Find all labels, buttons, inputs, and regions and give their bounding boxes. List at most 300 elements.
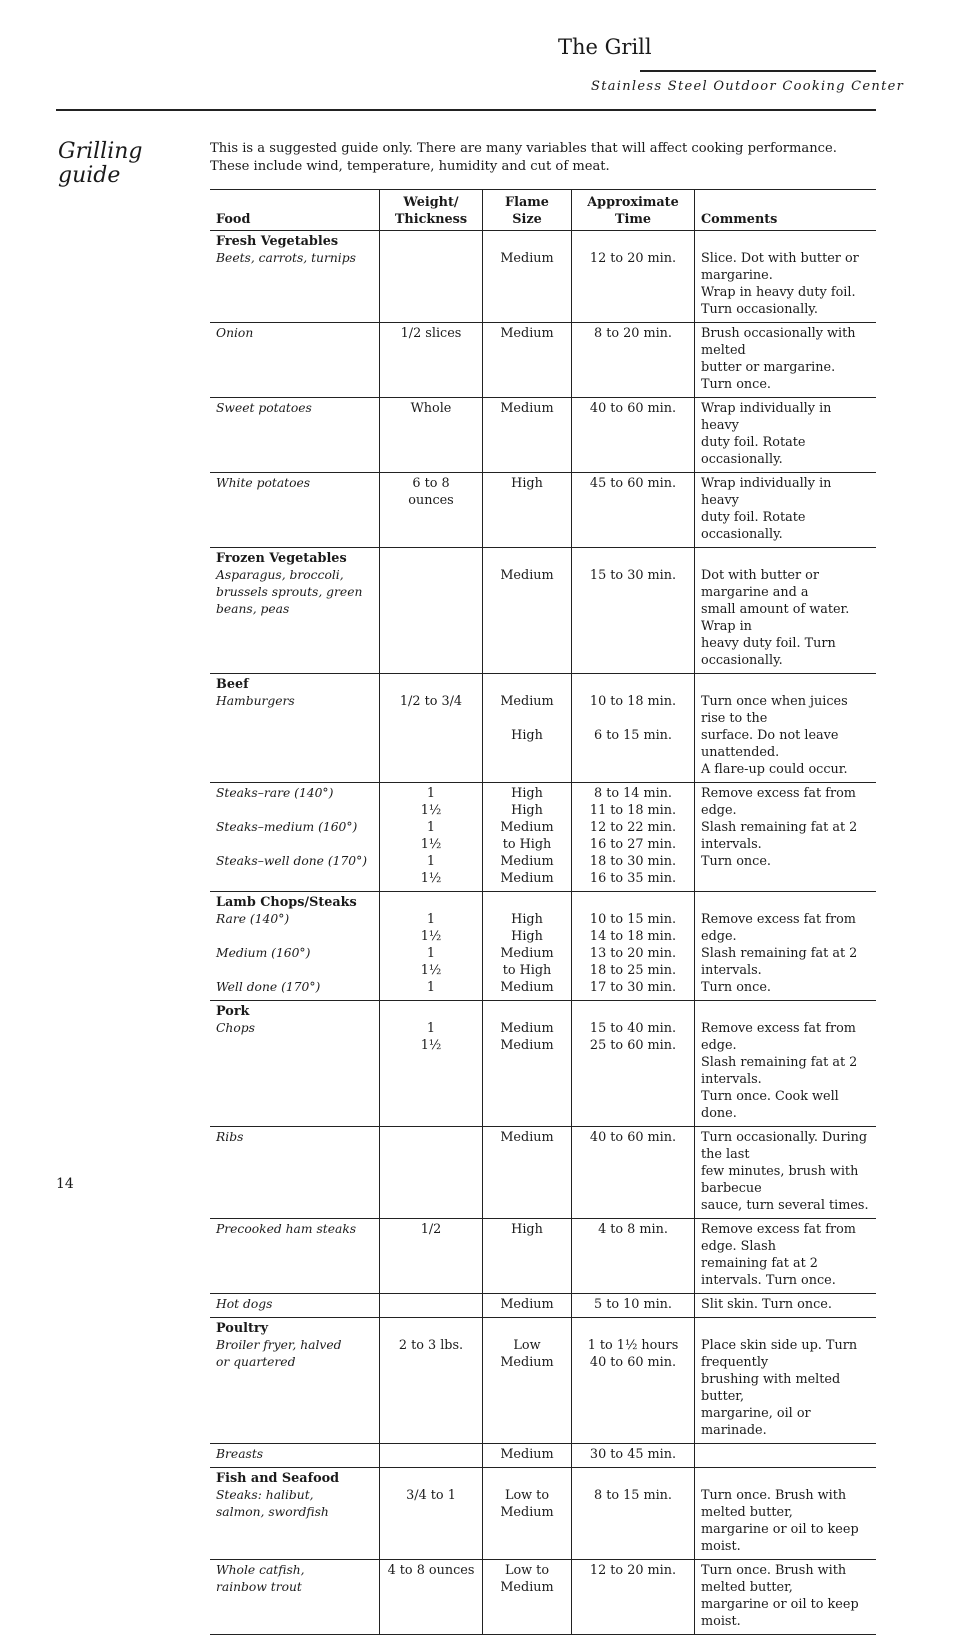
header-weight: Weight/ Thickness	[380, 190, 483, 231]
comments-line: margarine or oil to keep moist.	[701, 1597, 859, 1629]
header-comments: Comments	[695, 190, 877, 231]
time-line: 16 to 27 min.	[589, 837, 677, 852]
time-line: 8 to 15 min.	[593, 1488, 672, 1503]
flame-line: Medium	[500, 980, 554, 995]
food-item: Asparagus, broccoli, brussels sprouts, green beans, peas	[216, 568, 363, 616]
cell-time	[572, 231, 695, 323]
spacer	[386, 550, 476, 567]
cell-comments	[695, 783, 877, 892]
cell-weight	[380, 783, 483, 892]
food-category: Fresh Vegetables	[216, 234, 339, 249]
spacer	[701, 1470, 870, 1487]
cell-food	[210, 398, 380, 473]
cell-flame	[483, 1468, 572, 1560]
cell-time	[572, 1444, 695, 1468]
cell-weight	[380, 674, 483, 783]
cell-time	[572, 892, 695, 1001]
cell-flame	[483, 398, 572, 473]
time-line: 15 to 30 min.	[589, 568, 677, 583]
cell-weight	[380, 1127, 483, 1219]
spacer	[701, 676, 870, 693]
flame-line: High	[511, 728, 543, 743]
spacer	[578, 233, 688, 250]
cell-weight	[380, 323, 483, 398]
time-line: 18 to 30 min.	[589, 854, 677, 869]
flame-line: Medium	[500, 326, 554, 341]
comments-line: surface. Do not leave unattended.	[701, 728, 839, 760]
food-item	[216, 962, 373, 979]
cell-comments	[695, 892, 877, 1001]
intro-paragraph: This is a suggested guide only. There are many variables that will affect cooking performance. These include wind, temperature, humidity and cut of meat.	[210, 141, 837, 174]
cell-weight	[380, 548, 483, 674]
food-item: Precooked ham steaks	[216, 1222, 357, 1236]
cell-food	[210, 674, 380, 783]
cell-flame	[483, 1001, 572, 1127]
flame-line: Low to	[504, 1563, 550, 1578]
cell-flame	[483, 1219, 572, 1294]
comments-line: sauce, turn several times.	[701, 1198, 869, 1213]
flame-line	[489, 710, 565, 727]
comments-line: Wrap in heavy duty foil.	[701, 285, 856, 300]
comments-line: few minutes, brush with barbecue	[701, 1164, 859, 1196]
table-row	[210, 323, 876, 398]
cell-flame	[483, 1444, 572, 1468]
food-item: White potatoes	[216, 476, 311, 490]
cell-comments	[695, 473, 877, 548]
food-item: Broiler fryer, halved	[216, 1338, 342, 1352]
food-item: Whole catfish,	[216, 1563, 305, 1577]
weight-line: Whole	[410, 401, 452, 416]
spacer	[701, 550, 870, 567]
flame-line: Medium	[500, 401, 554, 416]
flame-line: to High	[502, 837, 552, 852]
cell-weight	[380, 398, 483, 473]
time-line: 4 to 8 min.	[598, 1222, 668, 1237]
comments-line: Slash remaining fat at 2 intervals.	[701, 946, 858, 978]
comments-line: Slit skin. Turn once.	[701, 1297, 832, 1312]
cell-time	[572, 1001, 695, 1127]
weight-line: 1/2 slices	[400, 326, 462, 341]
table-row	[210, 1318, 876, 1444]
spacer	[701, 1320, 870, 1337]
weight-line: 1½	[420, 837, 442, 852]
food-category: Beef	[216, 677, 249, 692]
cell-flame	[483, 231, 572, 323]
comments-line: butter or margarine. Turn once.	[701, 360, 836, 392]
flame-line: Medium	[500, 1447, 554, 1462]
cell-time	[572, 323, 695, 398]
time-line: 25 to 60 min.	[589, 1038, 677, 1053]
table-row	[210, 674, 876, 783]
header-time: Approximate Time	[572, 190, 695, 231]
weight-line: 1	[426, 980, 436, 995]
spacer	[386, 233, 476, 250]
header-rule	[56, 109, 876, 111]
food-item: Medium (160°)	[216, 946, 311, 960]
comments-line: Turn once. Brush with melted butter,	[701, 1488, 847, 1520]
food-item: Steaks–well done (170°)	[216, 854, 368, 868]
cell-comments	[695, 323, 877, 398]
table-row	[210, 1444, 876, 1468]
flame-line: High	[511, 786, 543, 801]
cell-food	[210, 1560, 380, 1635]
food-item: Well done (170°)	[216, 980, 321, 994]
page-header-subtitle: Stainless Steel Outdoor Cooking Center	[591, 79, 905, 94]
comments-line: small amount of water. Wrap in	[701, 602, 850, 634]
comments-line: Place skin side up. Turn frequently	[701, 1338, 858, 1370]
cell-time	[572, 398, 695, 473]
spacer	[489, 894, 565, 911]
cell-time	[572, 1318, 695, 1444]
spacer	[386, 1320, 476, 1337]
food-category: Lamb Chops/Steaks	[216, 895, 357, 910]
cell-food	[210, 1468, 380, 1560]
time-line	[578, 710, 688, 727]
flame-line: High	[511, 929, 543, 944]
time-line: 12 to 22 min.	[589, 820, 677, 835]
cell-weight	[380, 1219, 483, 1294]
comments-line: Turn occasionally.	[701, 302, 818, 317]
weight-line: ounces	[408, 493, 454, 508]
table-row	[210, 548, 876, 674]
cell-comments	[695, 548, 877, 674]
cell-food	[210, 1318, 380, 1444]
comments-line: margarine or oil to keep moist.	[701, 1522, 859, 1554]
spacer	[578, 1003, 688, 1020]
cell-weight	[380, 1444, 483, 1468]
time-line: 10 to 18 min.	[589, 694, 677, 709]
flame-line: Medium	[500, 1505, 554, 1520]
table-row	[210, 1219, 876, 1294]
food-item: Breasts	[216, 1447, 264, 1461]
header-rule-short	[640, 70, 876, 72]
cell-weight	[380, 1001, 483, 1127]
table-header-row	[210, 190, 876, 231]
spacer	[578, 550, 688, 567]
weight-line: 1/2	[420, 1222, 442, 1237]
food-item	[216, 836, 373, 853]
weight-line: 1	[426, 1021, 436, 1036]
food-item: Chops	[216, 1021, 255, 1035]
comments-line: Slash remaining fat at 2 intervals.	[701, 1055, 858, 1087]
flame-line: Low	[513, 1338, 541, 1353]
food-item: Ribs	[216, 1130, 244, 1144]
cell-comments	[695, 1294, 877, 1318]
flame-line: High	[511, 476, 543, 491]
table-row	[210, 783, 876, 892]
spacer	[701, 1003, 870, 1020]
cell-food	[210, 231, 380, 323]
cell-comments	[695, 1001, 877, 1127]
cell-flame	[483, 323, 572, 398]
grilling-guide-table	[210, 189, 876, 1635]
comments-line: Slice. Dot with butter or margarine.	[701, 251, 859, 283]
cell-food	[210, 473, 380, 548]
time-line: 8 to 14 min.	[593, 786, 672, 801]
comments-line: remaining fat at 2 intervals. Turn once.	[701, 1256, 836, 1288]
flame-line: Medium	[500, 1021, 554, 1036]
food-item: Steaks: halibut,	[216, 1488, 314, 1502]
weight-line: 1	[426, 786, 436, 801]
spacer	[386, 1003, 476, 1020]
header-flame: Flame Size	[483, 190, 572, 231]
food-item: salmon, swordfish	[216, 1505, 329, 1519]
food-item	[216, 928, 373, 945]
food-item: Onion	[216, 326, 254, 340]
food-item: Rare (140°)	[216, 912, 290, 926]
spacer	[701, 233, 870, 250]
comments-line: Brush occasionally with melted	[701, 326, 856, 358]
comments-line: brushing with melted butter,	[701, 1372, 841, 1404]
cell-flame	[483, 1127, 572, 1219]
comments-line: Turn occasionally. During the last	[701, 1130, 868, 1162]
cell-food	[210, 323, 380, 398]
food-item: or quartered	[216, 1355, 296, 1369]
section-title-line2: guide	[58, 163, 121, 188]
time-line: 13 to 20 min.	[589, 946, 677, 961]
spacer	[489, 233, 565, 250]
table-row	[210, 473, 876, 548]
comments-line: Turn once. Brush with melted butter,	[701, 1563, 847, 1595]
spacer	[489, 1003, 565, 1020]
cell-time	[572, 783, 695, 892]
spacer	[578, 1320, 688, 1337]
cell-comments	[695, 1560, 877, 1635]
time-line: 30 to 45 min.	[589, 1447, 677, 1462]
time-line: 15 to 40 min.	[589, 1021, 677, 1036]
table-row	[210, 1001, 876, 1127]
cell-flame	[483, 473, 572, 548]
cell-weight	[380, 1318, 483, 1444]
flame-line: Medium	[500, 568, 554, 583]
table-row	[210, 1560, 876, 1635]
cell-weight	[380, 1294, 483, 1318]
cell-flame	[483, 1318, 572, 1444]
flame-line: Medium	[500, 820, 554, 835]
comments-line: Turn once. Cook well done.	[701, 1089, 839, 1121]
cell-weight	[380, 1560, 483, 1635]
comments-line: Remove excess fat from edge.	[701, 912, 856, 944]
food-category: Poultry	[216, 1321, 269, 1336]
comments-line: Turn once.	[701, 854, 771, 869]
spacer	[578, 676, 688, 693]
table-row	[210, 1468, 876, 1560]
time-line: 14 to 18 min.	[589, 929, 677, 944]
comments-line: Remove excess fat from edge.	[701, 1021, 856, 1053]
cell-time	[572, 1468, 695, 1560]
flame-line: Medium	[500, 1038, 554, 1053]
time-line: 1 to 1½ hours	[587, 1338, 679, 1353]
time-line: 6 to 15 min.	[593, 728, 672, 743]
spacer	[489, 550, 565, 567]
cell-comments	[695, 1219, 877, 1294]
time-line: 5 to 10 min.	[593, 1297, 672, 1312]
spacer	[578, 1470, 688, 1487]
flame-line: Medium	[500, 251, 554, 266]
food-item: Sweet potatoes	[216, 401, 312, 415]
header-food: Food	[216, 212, 251, 227]
spacer	[386, 1470, 476, 1487]
cell-food	[210, 1444, 380, 1468]
food-item: Hot dogs	[216, 1297, 273, 1311]
cell-food	[210, 892, 380, 1001]
weight-line	[386, 1296, 476, 1313]
flame-line: High	[511, 1222, 543, 1237]
cell-food	[210, 1127, 380, 1219]
weight-line	[386, 1446, 476, 1463]
spacer	[386, 676, 476, 693]
spacer	[701, 894, 870, 911]
cell-flame	[483, 783, 572, 892]
flame-line: Medium	[500, 1297, 554, 1312]
comments-line: A flare-up could occur.	[701, 762, 848, 777]
cell-time	[572, 674, 695, 783]
food-item	[216, 802, 373, 819]
cell-time	[572, 1219, 695, 1294]
flame-line: to High	[502, 963, 552, 978]
cell-weight	[380, 231, 483, 323]
page-number: 14	[56, 1176, 74, 1192]
time-line: 8 to 20 min.	[593, 326, 672, 341]
cell-weight	[380, 892, 483, 1001]
cell-food	[210, 1001, 380, 1127]
cell-comments	[695, 398, 877, 473]
flame-line: Medium	[500, 1130, 554, 1145]
weight-line	[386, 567, 476, 584]
cell-time	[572, 1560, 695, 1635]
time-line: 17 to 30 min.	[589, 980, 677, 995]
spacer	[489, 1320, 565, 1337]
comments-line: heavy duty foil. Turn occasionally.	[701, 636, 836, 668]
table-row	[210, 892, 876, 1001]
table-row	[210, 231, 876, 323]
food-item: rainbow trout	[216, 1580, 302, 1594]
spacer	[489, 676, 565, 693]
food-item: Hamburgers	[216, 694, 295, 708]
weight-line: 1	[426, 946, 436, 961]
cell-comments	[695, 1468, 877, 1560]
spacer	[578, 894, 688, 911]
food-item: Beets, carrots, turnips	[216, 251, 356, 265]
cell-time	[572, 1294, 695, 1318]
table-row	[210, 1294, 876, 1318]
flame-line: Medium	[500, 694, 554, 709]
comments-line: Remove excess fat from edge.	[701, 786, 856, 818]
weight-line: 1	[426, 854, 436, 869]
food-item: Steaks–rare (140°)	[216, 786, 334, 800]
food-category: Pork	[216, 1004, 250, 1019]
weight-line: 1/2 to 3/4	[399, 694, 463, 709]
comments-line: Wrap individually in heavy	[701, 476, 832, 508]
flame-line: Medium	[500, 854, 554, 869]
weight-line: 2 to 3 lbs.	[398, 1338, 464, 1353]
time-line: 40 to 60 min.	[589, 1130, 677, 1145]
flame-line: High	[511, 803, 543, 818]
weight-line	[386, 250, 476, 267]
weight-line: 1½	[420, 1038, 442, 1053]
section-title-line1: Grilling	[58, 139, 143, 164]
weight-line: 4 to 8 ounces	[387, 1563, 475, 1578]
time-line: 11 to 18 min.	[589, 803, 677, 818]
comments-line: Wrap individually in heavy	[701, 401, 832, 433]
time-line: 12 to 20 min.	[589, 1563, 677, 1578]
weight-line: 1½	[420, 803, 442, 818]
weight-line: 1½	[420, 963, 442, 978]
cell-food	[210, 1294, 380, 1318]
comments-line: duty foil. Rotate occasionally.	[701, 435, 806, 467]
cell-comments	[695, 674, 877, 783]
time-line: 16 to 35 min.	[589, 871, 677, 886]
food-category: Fish and Seafood	[216, 1471, 340, 1486]
cell-comments	[695, 231, 877, 323]
page-header-title: The Grill	[558, 35, 652, 59]
weight-line: 1½	[420, 929, 442, 944]
comments-line: Turn once.	[701, 980, 771, 995]
comments-line: duty foil. Rotate occasionally.	[701, 510, 806, 542]
time-line: 18 to 25 min.	[589, 963, 677, 978]
comments-line	[701, 1446, 870, 1463]
flame-line: Low to	[504, 1488, 550, 1503]
time-line: 10 to 15 min.	[589, 912, 677, 927]
cell-time	[572, 548, 695, 674]
flame-line: Medium	[500, 946, 554, 961]
comments-line: Dot with butter or margarine and a	[701, 568, 819, 600]
flame-line: Medium	[500, 1355, 554, 1370]
time-line: 40 to 60 min.	[589, 401, 677, 416]
spacer	[386, 894, 476, 911]
weight-line: 1	[426, 912, 436, 927]
food-category: Frozen Vegetables	[216, 551, 347, 566]
flame-line: Medium	[500, 1580, 554, 1595]
cell-comments	[695, 1444, 877, 1468]
comments-line: Slash remaining fat at 2 intervals.	[701, 820, 858, 852]
spacer	[489, 1470, 565, 1487]
flame-line: Medium	[500, 871, 554, 886]
weight-line: 3/4 to 1	[406, 1488, 456, 1503]
table-body	[210, 231, 876, 1635]
section-title	[58, 140, 198, 188]
weight-line	[386, 1129, 476, 1146]
table-row	[210, 398, 876, 473]
comments-line: margarine, oil or marinade.	[701, 1406, 811, 1438]
cell-time	[572, 473, 695, 548]
cell-weight	[380, 1468, 483, 1560]
cell-flame	[483, 1294, 572, 1318]
cell-flame	[483, 548, 572, 674]
comments-line: Remove excess fat from edge. Slash	[701, 1222, 856, 1254]
flame-line: High	[511, 912, 543, 927]
cell-flame	[483, 1560, 572, 1635]
time-line: 40 to 60 min.	[589, 1355, 677, 1370]
cell-flame	[483, 674, 572, 783]
weight-line: 1	[426, 820, 436, 835]
time-line: 12 to 20 min.	[589, 251, 677, 266]
weight-line: 1½	[420, 871, 442, 886]
cell-food	[210, 783, 380, 892]
cell-time	[572, 1127, 695, 1219]
cell-flame	[483, 892, 572, 1001]
comments-line: Turn once when juices rise to the	[701, 694, 848, 726]
cell-food	[210, 1219, 380, 1294]
cell-comments	[695, 1318, 877, 1444]
time-line: 45 to 60 min.	[589, 476, 677, 491]
weight-line: 6 to 8	[412, 476, 450, 491]
cell-comments	[695, 1127, 877, 1219]
table-row	[210, 1127, 876, 1219]
cell-weight	[380, 473, 483, 548]
food-item: Steaks–medium (160°)	[216, 820, 358, 834]
cell-food	[210, 548, 380, 674]
